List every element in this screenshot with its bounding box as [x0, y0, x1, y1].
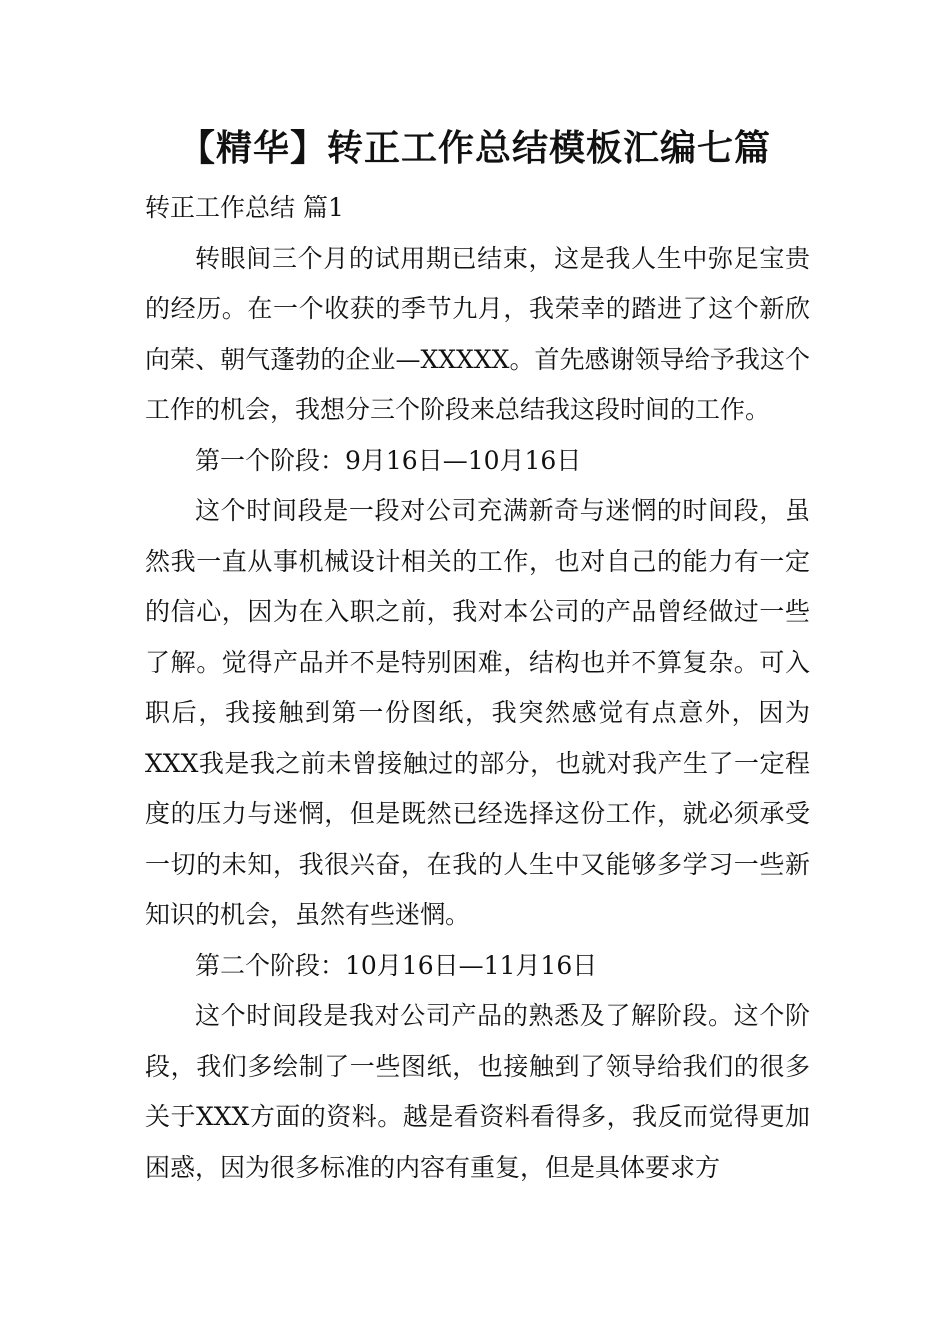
paragraph-intro: 转眼间三个月的试用期已结束，这是我人生中弥足宝贵的经历。在一个收获的季节九月，我荣幸的踏进了这个新欣向荣、朝气蓬勃的企业—XXXXX。首先感谢领导给予我这个工作的机会，我想分三个阶段来总结我这段时间的工作。: [145, 243, 810, 424]
document-title: 【精华】转正工作总结模板汇编七篇: [178, 128, 771, 169]
stage-heading-1: 第一个阶段：9月16日—10月16日: [195, 445, 582, 475]
stage-heading-2: 第二个阶段：10月16日—11月16日: [195, 950, 598, 980]
paragraph-stage-2: 这个时间段是我对公司产品的熟悉及了解阶段。这个阶段，我们多绘制了一些图纸，也接触到了领导给我们的很多关于XXX方面的资料。越是看资料看得多，我反而觉得更加困惑，因为很多标准的内容有重复，但是具体要求方: [145, 1001, 810, 1182]
document-body: [145, 183, 810, 1193]
paragraph-stage-1: 这个时间段是一段对公司充满新奇与迷惘的时间段，虽然我一直从事机械设计相关的工作，也对自己的能力有一定的信心，因为在入职之前，我对本公司的产品曾经做过一些了解。觉得产品并不是特别困难，结构也并不算复杂。可入职后，我接触到第一份图纸，我突然感觉有点意外，因为XXX我是我之前未曾接触过的部分，也就对我产生了一定程度的压力与迷惘，但是既然已经选择这份工作，就必须承受一切的未知，我很兴奋，在我的人生中又能够多学习一些新知识的机会，虽然有些迷惘。: [145, 496, 810, 929]
section-heading: 转正工作总结 篇1: [145, 193, 344, 222]
